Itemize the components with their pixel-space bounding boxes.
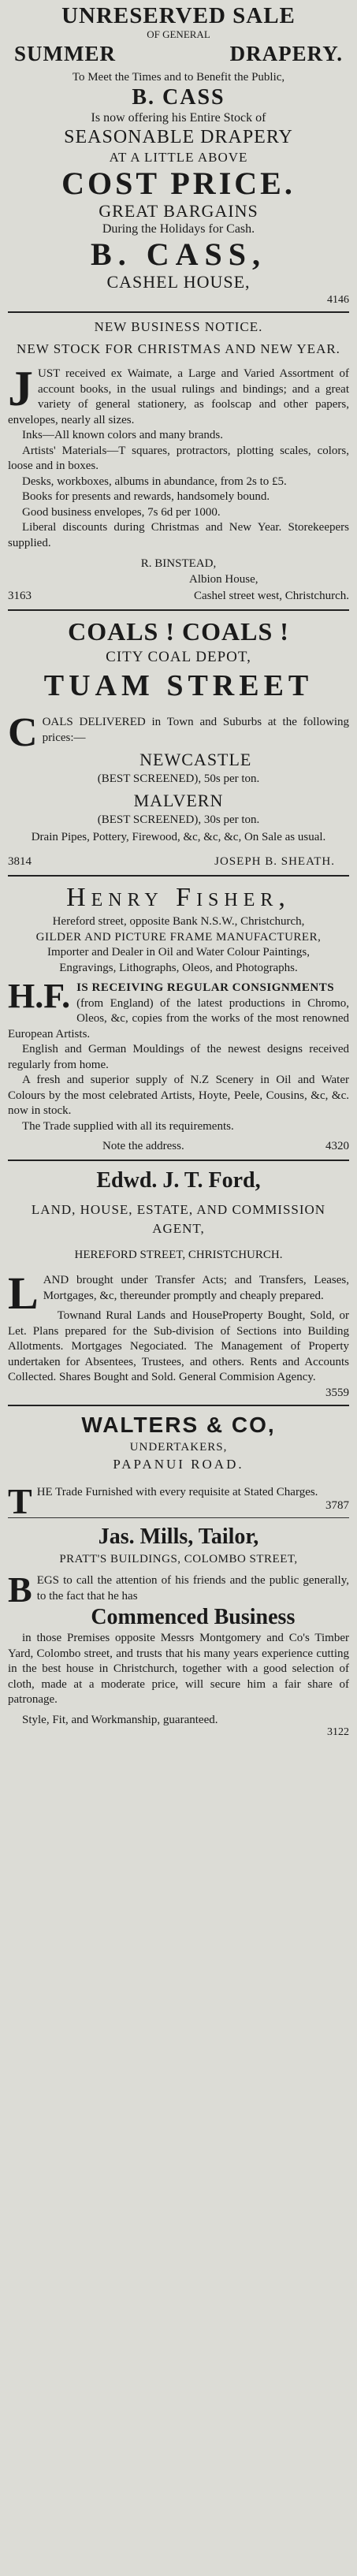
product-price: (BEST SCREENED), 30s per ton.: [97, 813, 260, 826]
ad-text: Is now offering his Entire Stock of: [91, 111, 266, 125]
ad-address: PAPANUI ROAD.: [113, 1456, 244, 1472]
walters-undertakers-ad: [8, 1411, 349, 1521]
ad-text: Good business envelopes, 7s 6d per 1000.: [22, 505, 221, 519]
ad-text: Importer and Dealer in Oil and Water Colour Paintings,: [46, 946, 311, 959]
ad-text: AND brought under Transfer Acts; and Transfers, Leases, Mortgages, &c, thereunder promptly and cheaply prepared.: [43, 1274, 349, 1302]
ad-text: Engravings, Lithographs, Oleos, and Photographs.: [59, 961, 298, 974]
hf-initials: H.F.: [8, 977, 71, 1015]
dropcap-letter: L: [8, 1268, 39, 1319]
jas-mills-tailor-ad: [8, 1523, 349, 1739]
ad-address: Cashel street west, Christchurch.: [193, 590, 349, 602]
ad-divider: [8, 1517, 349, 1518]
ad-signer: R. BINSTEAD,: [140, 557, 217, 570]
ad-text: Note the address.: [102, 1140, 184, 1152]
product-price: (BEST SCREENED), 50s per ton.: [97, 772, 260, 785]
ad-headline: NEW BUSINESS NOTICE.: [94, 319, 263, 334]
cass-drapery-ad: [8, 3, 349, 307]
ad-headline: CASHEL HOUSE,: [106, 272, 251, 292]
ad-headline: [8, 40, 349, 67]
binstead-stationery-ad: [8, 318, 349, 605]
ad-number: 3122: [327, 1726, 349, 1738]
advertiser-name: Henry Fisher,: [66, 883, 291, 912]
ad-address: Hereford street, opposite Bank N.S.W., Christchurch,: [52, 915, 305, 928]
ad-text: Books for presents and rewards, handsomely bound.: [22, 490, 270, 503]
henry-fisher-ad: [8, 881, 349, 1155]
ad-text: Artists' Materials—T squares, protractors, plotting scales, colors, loose and in boxes.: [8, 444, 349, 472]
ad-divider: [8, 311, 349, 313]
ad-divider: [8, 1160, 349, 1161]
ad-headline: GREAT BARGAINS: [99, 201, 258, 221]
ad-text: Albion House,: [189, 573, 258, 586]
ford-agent-ad: [8, 1166, 349, 1400]
ad-text: The Trade supplied with all its requirements.: [22, 1119, 234, 1133]
advertiser-name: WALTERS & CO,: [81, 1412, 276, 1437]
ad-divider: [8, 609, 349, 611]
ad-body: [8, 1569, 349, 1610]
advertiser-name: B. CASS,: [91, 236, 266, 272]
dropcap-letter: C: [8, 710, 38, 755]
ad-body: [8, 360, 349, 551]
ad-subheading: IS RECEIVING REGULAR CONSIGNMENTS: [76, 981, 335, 994]
ad-number: 3163: [8, 590, 32, 602]
ad-text: English and German Mouldings of the newest designs received regularly from home.: [8, 1043, 349, 1071]
ad-subheading: OF GENERAL: [147, 28, 210, 40]
ad-divider: [8, 875, 349, 877]
ad-address: PRATT'S BUILDINGS, COLOMBO STREET,: [59, 1553, 298, 1565]
ad-text: OALS DELIVERED in Town and Suburbs at the following prices:—: [42, 716, 349, 744]
ad-footer: [8, 1137, 349, 1155]
summer-text: SUMMER: [14, 42, 116, 65]
ad-headline: UNRESERVED SALE: [61, 3, 296, 28]
product-name: NEWCASTLE: [139, 750, 252, 769]
ad-text: Townand Rural Lands and HouseProperty Bought, Sold, or Let. Plans prepared for the Sub-division of Sections into Building Allotments. Mortgages Negociated. The Management of Property undertaken for Absentees, Trustees, and others. Rents and Accounts Collected. Shares Bought and Sold. General Commision Agency.: [8, 1309, 349, 1383]
ad-text: AT A LITTLE ABOVE: [109, 150, 248, 165]
dropcap-letter: J: [8, 360, 33, 416]
ad-body: [8, 1268, 349, 1386]
ad-subheading: GILDER AND PICTURE FRAME MANUFACTURER,: [35, 930, 322, 944]
advertiser-name: Edwd. J. T. Ford,: [96, 1168, 261, 1193]
city-coal-depot-ad: [8, 616, 349, 870]
ad-text: UST received ex Waimate, a Large and Varied Assortment of account books, in the usual rulings and bindings; and a great variety of general stationery, as foolscap and other papers, envelopes, nearly all sizes.: [8, 367, 349, 426]
ad-text: Style, Fit, and Workmanship, guaranteed.: [22, 1713, 218, 1726]
ad-subheading: CITY COAL DEPOT,: [106, 649, 251, 665]
ad-number: 3559: [325, 1386, 349, 1399]
ad-number: 4320: [325, 1140, 349, 1152]
ad-body: [8, 1631, 349, 1728]
ad-text: Drain Pipes, Pottery, Firewood, &c, &c, &c, On Sale as usual.: [31, 831, 326, 843]
ad-headline: TUAM STREET: [43, 669, 314, 702]
ad-signer: JOSEPH B. SHEATH.: [214, 855, 335, 868]
advertiser-name: B. CASS: [132, 85, 225, 110]
dropcap-letter: B: [8, 1569, 32, 1610]
ad-address: HEREFORD STREET, CHRISTCHURCH.: [74, 1249, 283, 1261]
ad-text: To Meet the Times and to Benefit the Public,: [72, 71, 285, 84]
ad-number: 3814: [8, 855, 32, 868]
ad-text: Inks—All known colors and many brands.: [22, 429, 223, 441]
ad-text: EGS to call the attention of his friends and the public generally, to the fact that he has: [36, 1574, 349, 1603]
dropcap-letter: T: [8, 1480, 32, 1521]
ad-divider: [8, 1405, 349, 1406]
ad-text: Liberal discounts during Christmas and New Year. Storekeepers supplied.: [8, 521, 349, 549]
ad-text: Desks, workboxes, albums in abundance, from 2s to £5.: [22, 475, 287, 488]
ad-text: HE Trade Furnished with every requisite at Stated Charges.: [36, 1485, 318, 1498]
ad-headline: COALS ! COALS !: [68, 617, 289, 646]
advertiser-name: Jas. Mills, Tailor,: [98, 1524, 259, 1549]
product-name: MALVERN: [133, 791, 224, 810]
ad-number: 4146: [327, 294, 349, 306]
ad-body: [8, 710, 349, 755]
ad-footer: [8, 587, 349, 605]
ad-subheading: LAND, HOUSE, ESTATE, AND COMMISSION AGENT,: [31, 1202, 326, 1236]
ad-subheading: UNDERTAKERS,: [129, 1440, 228, 1454]
ad-headline: Commenced Business: [91, 1605, 296, 1629]
ad-headline: NEW STOCK FOR CHRISTMAS AND NEW YEAR.: [17, 341, 340, 356]
ad-text: (from England) of the latest productions in Chromo, Oleos, &c, copies from the works of the most renowned European Artists.: [8, 996, 349, 1040]
ad-headline: COST PRICE.: [61, 166, 296, 201]
ad-body: [8, 977, 349, 1134]
ad-footer: [8, 853, 349, 870]
ad-headline: SEASONABLE DRAPERY: [64, 127, 293, 147]
drapery-text: DRAPERY.: [229, 42, 343, 65]
ad-text: During the Holidays for Cash.: [102, 222, 255, 236]
ad-text: in those Premises opposite Messrs Montgomery and Co's Timber Yard, Colombo street, and trusts that his many years experience cutting in the best house in Christchurch, together with a good selection of cloth, made at a moderate price, will secure him a fair share of patronage.: [8, 1632, 349, 1706]
ad-number: 3787: [325, 1499, 349, 1512]
ad-text: A fresh and superior supply of N.Z Scenery in Oil and Water Colours by the most celebrated Artists, Hoyte, Peele, Cousins, &c, &c. now in stock.: [8, 1074, 349, 1117]
